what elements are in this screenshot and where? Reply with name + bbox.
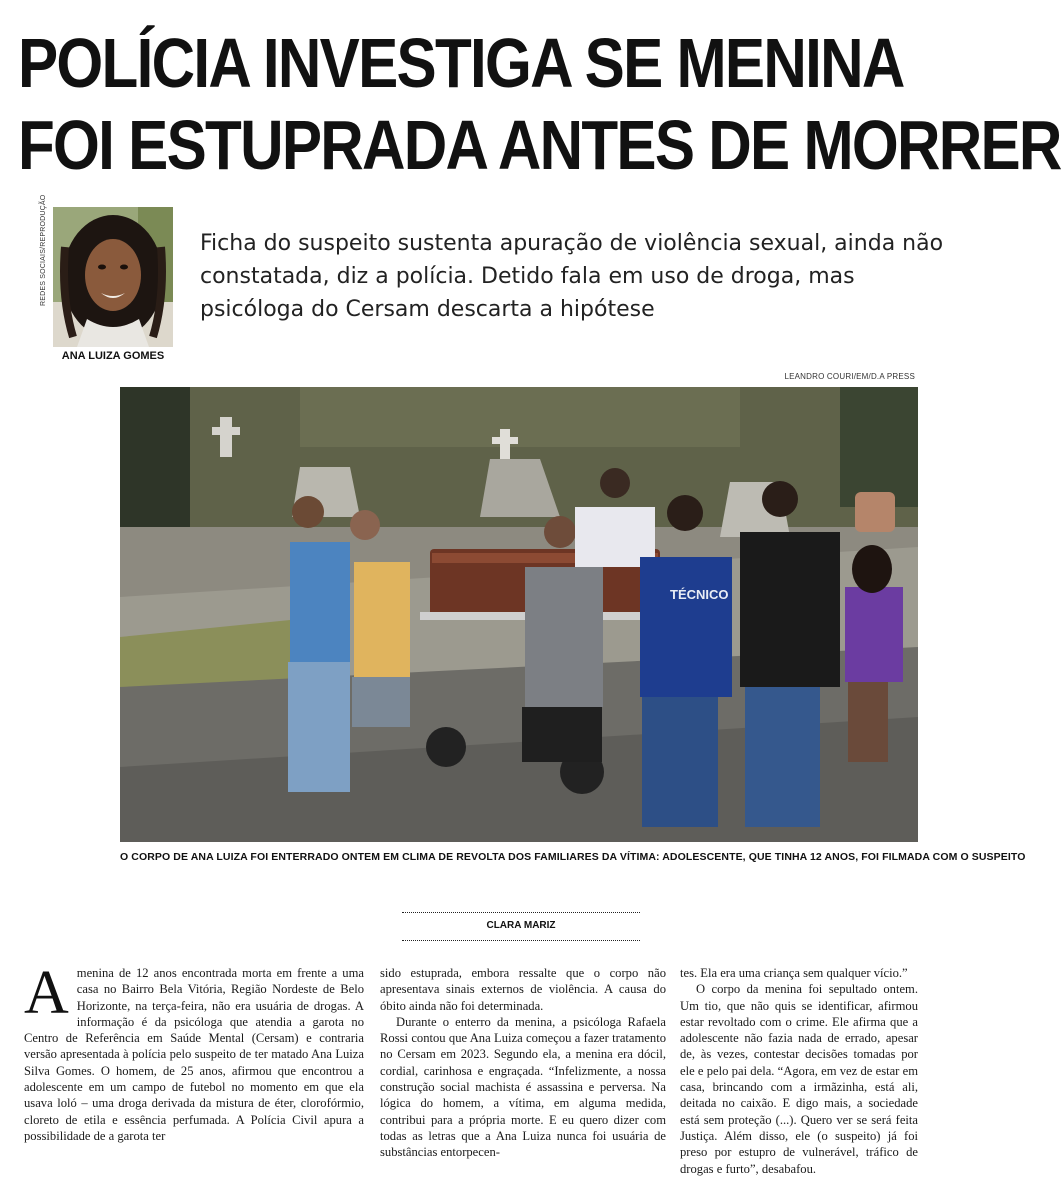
- shirt-print: TÉCNICO: [670, 587, 729, 602]
- article-paragraph: Durante o enterro da menina, a psicóloga Rafaela Rossi contou que Ana Luiza começou a fazer tratamento no Cersam em 2023. Segundo ela, a menina era dócil, cordial, carinhosa e engraçada. “Infelizmente, a nossa construção social machista é assassina e perversa. Na lógica do homem, a vítima, em alguma medida, contribui para a própria morte. E eu quero dizer com todas as letras que a Ana Luiza nunca foi usuária de substâncias entorpecen-: [380, 1014, 666, 1160]
- funeral-photo-image: [120, 387, 918, 842]
- funeral-photo: [120, 387, 918, 842]
- byline-rule-bottom: [402, 940, 640, 941]
- portrait-credit: REDES SOCIAIS/REPRODUÇÃO: [40, 194, 47, 306]
- article-column-3: [680, 965, 918, 1176]
- article-paragraph: [24, 959, 364, 1144]
- article-column-2: [380, 965, 666, 1160]
- headline: [18, 22, 1061, 186]
- portrait-photo: [53, 207, 173, 347]
- portrait-image: [53, 207, 173, 347]
- headline-line-2: FOI ESTUPRADA ANTES DE MORRER: [18, 106, 1061, 184]
- photo-credit: LEANDRO COURI/EM/D.A PRESS: [784, 372, 915, 381]
- photo-caption: O CORPO DE ANA LUIZA FOI ENTERRADO ONTEM EM CLIMA DE REVOLTA DOS FAMILIARES DA VÍTIMA: ADOLESCENTE, QUE TINHA 12 ANOS, FOI FILMADA COM O SUSPEITO: [120, 851, 1026, 863]
- article-paragraph: tes. Ela era uma criança sem qualquer vício.”: [680, 966, 908, 980]
- article-paragraph: O corpo da menina foi sepultado ontem. Um tio, que não quis se identificar, afirmou estar revoltado com o crime. Ele afirma que a adolescente não fazia nada de errado, apesar de, às vezes, contestar decisões tomadas por ele e pelo pai dela. “Agora, em vez de estar em casa, brincando com a irmãzinha, está ali, deitada no caixão. E digo mais, a sociedade está sem proteção (...). Quero ver se será feita Justiça. Além disso, ele (o suspeito) já foi preso por estupro de vulnerável, tráfico de drogas e furto”, desabafou.: [680, 982, 918, 1176]
- headline-line-1: POLÍCIA INVESTIGA SE MENINA: [18, 24, 904, 102]
- article-text: menina de 12 anos encontrada morta em frente a uma casa no Bairro Bela Vitória, Região Nordeste de Belo Horizonte, na terça-feira, não era usuária de drogas. A informação é da psicóloga que atendia a garota no Centro de Referência em Saúde Mental (Cersam) e contraria versão apresentada à polícia pelo suspeito de ter matado Ana Luiza Silva Gomes. O homem, de 25 anos, afirmou que encontrou a adolescente em um campo de futebol no momento em que ela usava loló – uma droga derivada da mistura de éter, clorofórmio, cloreto de etila e essência perfumada. A Polícia Civil apura a possibilidade de a garota ter: [24, 966, 364, 1143]
- subheadline: Ficha do suspeito sustenta apuração de violência sexual, ainda não constatada, diz a polícia. Detido fala em uso de droga, mas psicóloga do Cersam descarta a hipótese: [200, 231, 944, 322]
- byline-rule-top: [402, 912, 640, 913]
- byline: CLARA MARIZ: [486, 920, 556, 931]
- drop-cap: A: [24, 959, 69, 1027]
- article-paragraph: sido estuprada, embora ressalte que o corpo não apresentava sinais externos de violência. A causa do óbito ainda não foi determinada.: [380, 966, 666, 1013]
- portrait-caption: ANA LUIZA GOMES: [61, 350, 165, 362]
- article-column-1: [24, 959, 364, 1150]
